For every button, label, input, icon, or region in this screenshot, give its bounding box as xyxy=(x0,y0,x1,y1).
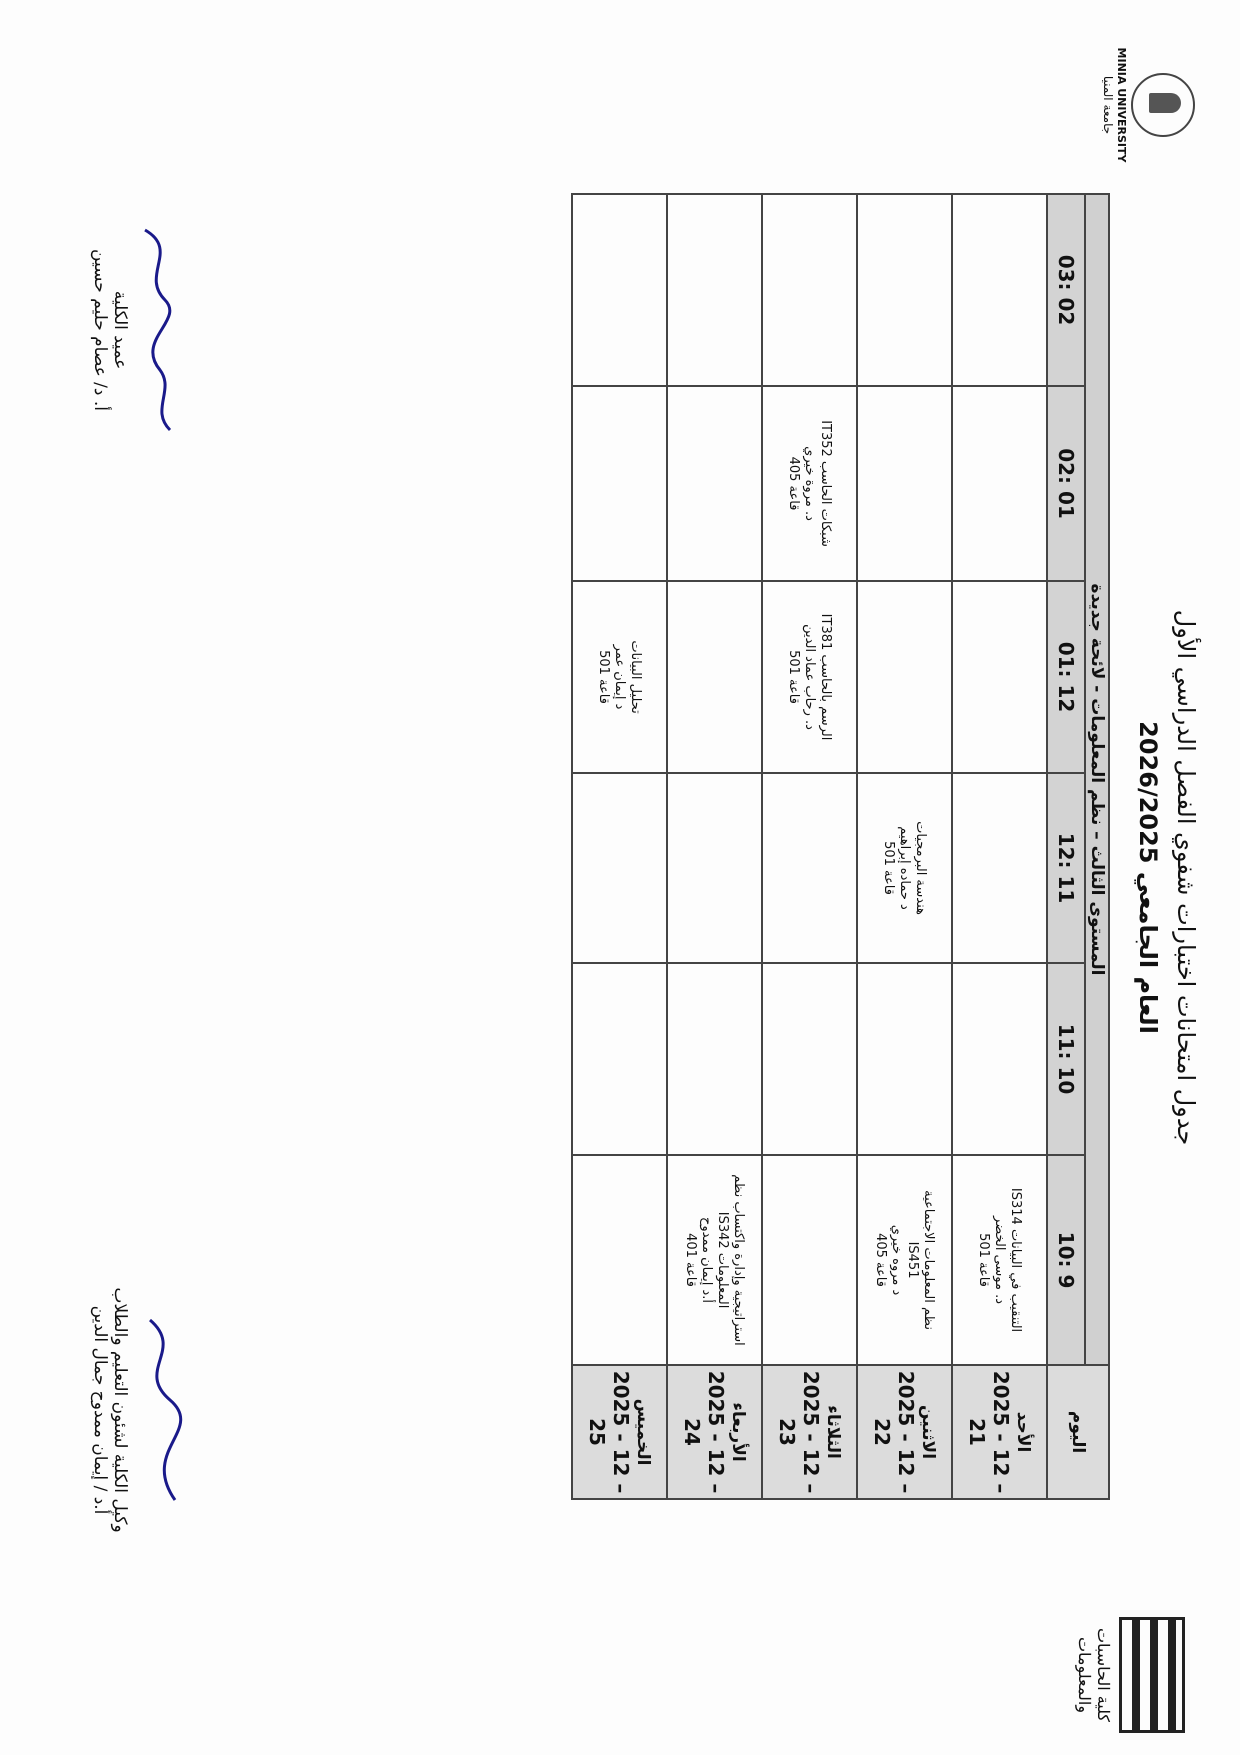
empty-cell xyxy=(952,581,1047,773)
empty-cell xyxy=(857,963,952,1155)
day-cell xyxy=(572,1365,667,1499)
exam-cell xyxy=(572,581,667,773)
exam-cell xyxy=(857,773,952,963)
exam-line: المعلومات IS342 xyxy=(715,1211,731,1309)
exam-line: قاعة 501 xyxy=(786,650,802,704)
dean-signature-block xyxy=(90,140,190,520)
exam-line: قاعة 401 xyxy=(683,1233,699,1287)
time-slot: 9 :10 xyxy=(1047,1155,1085,1365)
vice-dean-name: أ.د / إيمان ممدوح جمال الدين xyxy=(90,1305,110,1515)
empty-cell xyxy=(762,773,857,963)
dean-signature-icon xyxy=(130,220,190,440)
empty-cell xyxy=(952,963,1047,1155)
exam-line: استراتيجية وإدارة واكتساب نظم xyxy=(731,1174,747,1346)
empty-cell xyxy=(572,194,667,386)
exam-line: قاعة 405 xyxy=(873,1233,889,1287)
time-slot: 01 :02 xyxy=(1047,386,1085,581)
empty-cell xyxy=(952,773,1047,963)
empty-cell xyxy=(667,194,762,386)
empty-cell xyxy=(667,963,762,1155)
exam-cell xyxy=(667,1155,762,1365)
university-name-ar: جامعة المنيا xyxy=(1101,75,1115,135)
schedule-table xyxy=(571,193,1110,1500)
empty-cell xyxy=(667,773,762,963)
vice-dean-signature-block xyxy=(90,1150,190,1670)
exam-cell xyxy=(762,581,857,773)
empty-cell xyxy=(762,963,857,1155)
empty-cell xyxy=(667,386,762,581)
dean-title: عميد الكلية xyxy=(110,290,130,370)
day-cell xyxy=(667,1365,762,1499)
exam-line: د حماده إبراهيم xyxy=(897,826,913,910)
time-slot: 02 :03 xyxy=(1047,194,1085,386)
empty-cell xyxy=(667,581,762,773)
vice-dean-title: وكيل الكلية لشئون التعليم والطلاب xyxy=(110,1287,130,1533)
exam-line: د. رحاب عماد الدين xyxy=(802,624,818,730)
exam-cell xyxy=(952,1155,1047,1365)
exam-line: قاعة 501 xyxy=(881,841,897,895)
empty-cell xyxy=(572,773,667,963)
exam-line: الرسم بالحاسب IT381 xyxy=(818,613,834,741)
exam-line: د. موسى الخضر xyxy=(992,1216,1008,1305)
table-row xyxy=(572,194,667,1499)
table-row xyxy=(667,194,762,1499)
day-name: الخميس xyxy=(633,1398,654,1466)
day-cell xyxy=(762,1365,857,1499)
day-cell xyxy=(952,1365,1047,1499)
exam-line: التنقيب في البيانات IS314 xyxy=(1008,1187,1024,1333)
exam-line: قاعة 405 xyxy=(786,456,802,511)
empty-cell xyxy=(857,581,952,773)
table-row xyxy=(857,194,952,1499)
level-header: المستوى الثالث – نظم المعلومات - لائحة جديدة xyxy=(1085,194,1109,1365)
table-day-header-row xyxy=(1085,194,1109,1499)
day-date: 2025 - 12 – 21 xyxy=(965,1370,1014,1494)
exam-line: قاعة 501 xyxy=(596,650,612,704)
faculty-name: كلية الحاسبات والمعلومات xyxy=(1075,1627,1113,1723)
time-slot: 10 :11 xyxy=(1047,963,1085,1155)
day-name: الأحد xyxy=(1013,1411,1034,1453)
empty-cell xyxy=(572,1155,667,1365)
exam-line: هندسة البرمجيات xyxy=(913,821,929,915)
empty-cell xyxy=(952,386,1047,581)
exam-line: أ.د إيمان ممدوح xyxy=(699,1217,715,1304)
dean-name: أ. د/ عصام حليم حسين xyxy=(90,249,110,411)
day-date: 2025 - 12 – 23 xyxy=(775,1370,824,1494)
day-name: الأربعاء xyxy=(728,1402,749,1462)
university-name-en: MINIA UNIVERSITY xyxy=(1115,47,1128,163)
time-slot: 12 :01 xyxy=(1047,581,1085,773)
day-name: الثلاثاء xyxy=(823,1405,844,1459)
time-slot: 11 :12 xyxy=(1047,773,1085,963)
day-date: 2025 - 12 – 24 xyxy=(680,1370,729,1494)
table-row xyxy=(952,194,1047,1499)
minia-logo-icon xyxy=(1131,73,1195,137)
day-date: 2025 - 12 – 22 xyxy=(870,1370,919,1494)
day-column-header: اليوم xyxy=(1047,1365,1109,1499)
exam-line: نظم المعلومات الاجتماعية xyxy=(921,1190,937,1330)
exam-line: IS451 xyxy=(905,1241,921,1279)
university-seal xyxy=(1101,30,1195,180)
table-row xyxy=(762,194,857,1499)
faculty-seal xyxy=(1075,1600,1185,1750)
day-name: الاثنين xyxy=(918,1405,939,1460)
exam-line: د مروه خيري xyxy=(889,1224,905,1296)
day-cell xyxy=(857,1365,952,1499)
empty-cell xyxy=(952,194,1047,386)
exam-cell xyxy=(762,386,857,581)
exam-line: قاعة 501 xyxy=(976,1233,992,1287)
empty-cell xyxy=(857,194,952,386)
empty-cell xyxy=(857,386,952,581)
page-title: جدول امتحانات اختبارات شفوي الفصل الدراسي الأول xyxy=(1172,609,1200,1146)
empty-cell xyxy=(572,963,667,1155)
exam-line: تحليل البيانات xyxy=(628,640,644,714)
day-date: 2025 - 12 – 25 xyxy=(585,1370,634,1494)
exam-line: شبكات الحاسب IT352 xyxy=(818,420,834,547)
exam-line: د. مروة خيري xyxy=(802,446,818,521)
empty-cell xyxy=(762,194,857,386)
exam-line: د إيمان عمر xyxy=(612,644,628,710)
empty-cell xyxy=(762,1155,857,1365)
academic-year: العام الجامعي 2026/2025 xyxy=(1134,721,1162,1034)
vice-dean-signature-icon xyxy=(130,1310,190,1510)
empty-cell xyxy=(572,386,667,581)
exam-cell xyxy=(857,1155,952,1365)
faculty-logo-icon xyxy=(1119,1617,1185,1733)
time-header-row xyxy=(1047,194,1085,1499)
